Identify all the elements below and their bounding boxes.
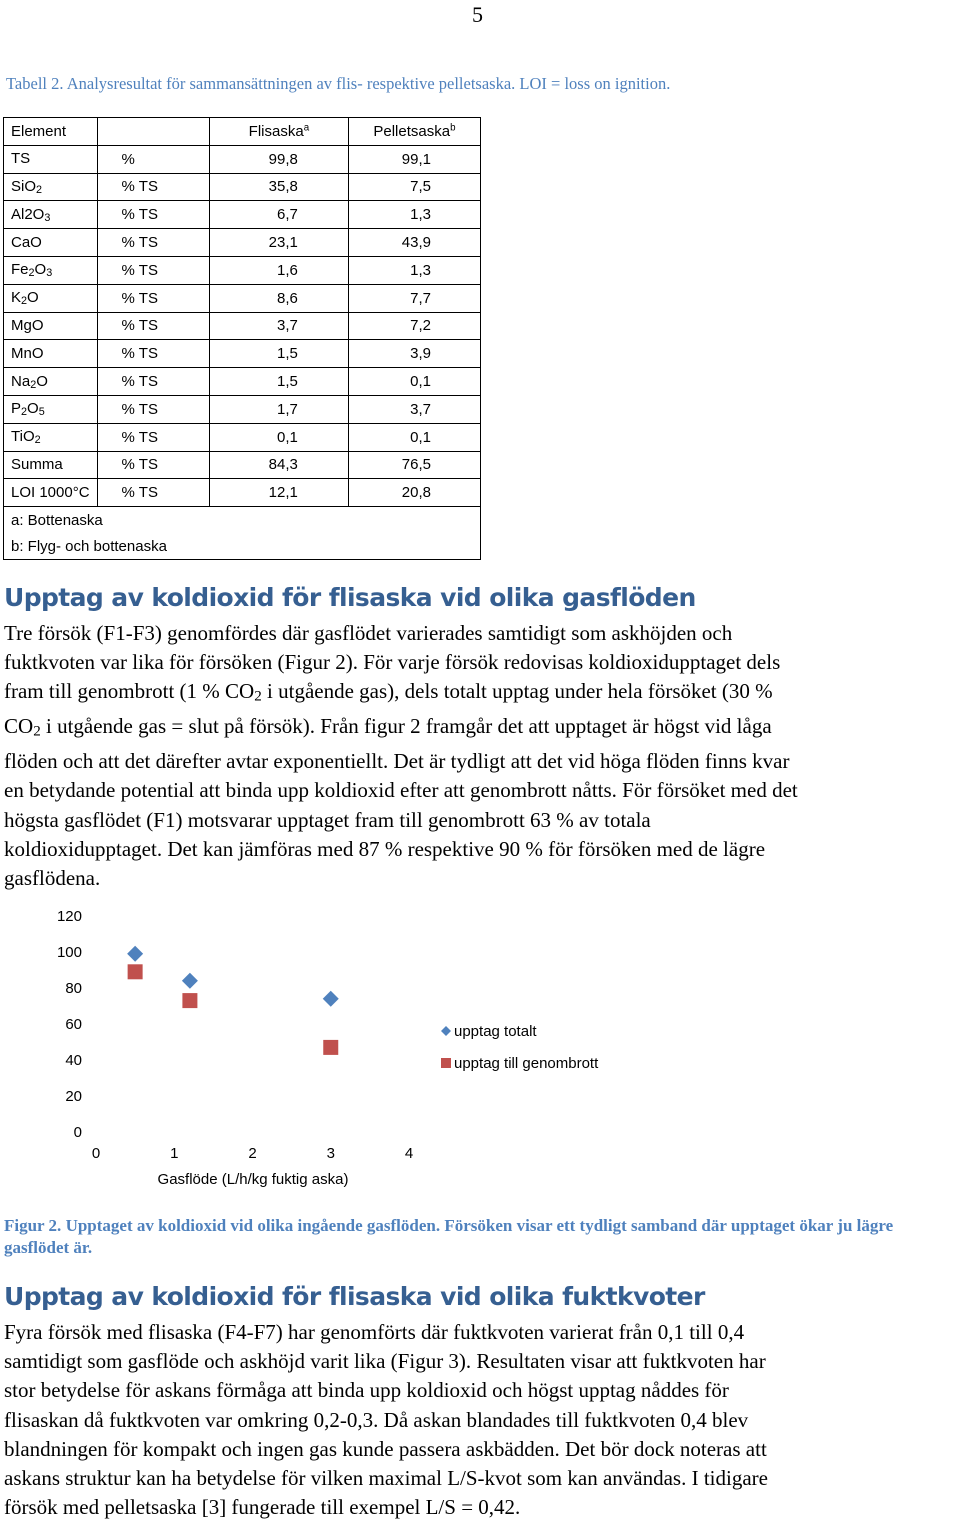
cell-unit: % [97, 145, 209, 173]
cell-unit: % TS [97, 173, 209, 201]
section-body-gasfloden [4, 619, 959, 893]
cell-element: $P_2O_5$ [4, 395, 98, 423]
text-line: fram till genombrott (1 % $CO_2$ i utgående gas), dels totalt upptag under hela försöket (30 % [4, 679, 773, 706]
x-tick-label: 2 [248, 1145, 257, 1162]
text-line: gasflödena. [4, 866, 101, 891]
cell-unit: % TS [97, 368, 209, 396]
cell-unit: % TS [97, 395, 209, 423]
section-heading-gasfloden: Upptag av koldioxid för flisaska vid olika gasflöden [4, 583, 696, 612]
text-line: fuktkvoten var lika för försöken (Figur 2). För varje försök redovisas koldioxidupptaget dels [4, 650, 781, 675]
data-point-total [323, 991, 339, 1007]
x-axis-label: Gasflöde (L/h/kg fuktig aska) [157, 1171, 349, 1188]
table-note-row [4, 533, 481, 560]
cell-pelletsaska: 99,1 [348, 145, 480, 173]
header-element: Element [4, 118, 98, 146]
x-tick-label: 4 [404, 1145, 414, 1162]
y-tick-label: 0 [73, 1124, 82, 1141]
cell-element: SiO$_2$ [4, 173, 98, 201]
legend-item [441, 1023, 537, 1040]
cell-element: Summa [4, 451, 98, 479]
text-line: samtidigt som gasflöde och askhöjd varit lika (Figur 3). Resultaten visar att fuktkvoten har [4, 1349, 766, 1374]
analysis-table [3, 117, 481, 560]
text-line: koldioxidupptaget. Det kan jämföras med 87 % respektive 90 % för försöken med de lägre [4, 836, 766, 861]
cell-flisaska: 84,3 [209, 451, 348, 479]
table-caption: Tabell 2. Analysresultat för sammansättningen av flis- respektive pelletsaska. LOI = loss on ignition. [6, 74, 671, 93]
text-line: Fyra försök med flisaska (F4-F7) har genomförts där fuktkvoten varierat från 0,1 till 0,4 [4, 1320, 745, 1344]
y-tick-label: 40 [65, 1052, 82, 1069]
cell-element: TS [4, 145, 98, 173]
cell-pelletsaska: 1,3 [348, 256, 480, 284]
x-tick-label: 3 [326, 1145, 335, 1162]
cell-element: $Al2O_3$ [4, 201, 98, 229]
text-line: askans struktur kan ha betydelse för vilken maximal L/S-kvot som kan användas. I tidigare [4, 1466, 768, 1491]
cell-flisaska: 1,6 [209, 256, 348, 284]
cell-flisaska: 1,7 [209, 395, 348, 423]
cell-unit: % TS [97, 451, 209, 479]
cell-element: LOI 1000°C [4, 479, 98, 507]
cell-unit: % TS [97, 201, 209, 229]
cell-flisaska: 35,8 [209, 173, 348, 201]
cell-pelletsaska: 7,7 [348, 284, 480, 312]
data-point-breakthrough [182, 993, 197, 1008]
cell-pelletsaska: 3,9 [348, 340, 480, 368]
legend-label: upptag totalt [454, 1023, 537, 1040]
table-row [4, 284, 481, 312]
header-pelletsaska: Pelletsaska$^b$ [348, 118, 480, 146]
cell-pelletsaska: 0,1 [348, 423, 480, 451]
cell-element: $Na_2O$ [4, 368, 98, 396]
cell-element: MnO [4, 340, 98, 368]
text-line: en betydande potential att binda upp koldioxid efter att genombrott nåtts. För försöket med det [4, 778, 798, 803]
cell-unit: % TS [97, 312, 209, 340]
cell-flisaska: 99,8 [209, 145, 348, 173]
cell-unit: % TS [97, 423, 209, 451]
text-line: $CO_2$ i utgående gas = slut på försök). Från figur 2 framgår det att upptaget är högst vid låga [4, 714, 772, 741]
table-row [4, 368, 481, 396]
legend-item [441, 1055, 599, 1072]
cell-flisaska: 0,1 [209, 423, 348, 451]
table-row [4, 395, 481, 423]
cell-pelletsaska: 1,3 [348, 201, 480, 229]
cell-pelletsaska: 20,8 [348, 479, 480, 507]
table-row [4, 229, 481, 257]
cell-pelletsaska: 43,9 [348, 229, 480, 257]
data-point-breakthrough [323, 1040, 338, 1055]
table-row [4, 312, 481, 340]
cell-pelletsaska: 0,1 [348, 368, 480, 396]
y-tick-label: 20 [65, 1088, 82, 1105]
text-line: högsta gasflödet (F1) motsvarar upptaget fram till genombrott 63 % av totala [4, 807, 651, 832]
figure-caption [4, 1215, 954, 1259]
legend-square-icon [441, 1058, 451, 1068]
cell-pelletsaska: 3,7 [348, 395, 480, 423]
cell-flisaska: 12,1 [209, 479, 348, 507]
cell-unit: % TS [97, 229, 209, 257]
uptake-scatter-chart [0, 900, 960, 1200]
table-row [4, 256, 481, 284]
table-row [4, 479, 481, 507]
text-line: försök med pelletsaska [3] fungerade till exempel L/S = 0,42. [4, 1495, 521, 1520]
y-tick-label: 100 [56, 944, 82, 961]
x-tick-label: 1 [170, 1145, 179, 1162]
cell-pelletsaska: 7,5 [348, 173, 480, 201]
cell-flisaska: 23,1 [209, 229, 348, 257]
cell-element: $K_2O$ [4, 284, 98, 312]
header-unit [97, 118, 209, 146]
cell-element: CaO [4, 229, 98, 257]
table-row [4, 451, 481, 479]
y-tick-label: 60 [65, 1016, 82, 1033]
cell-unit: % TS [97, 256, 209, 284]
table-row [4, 340, 481, 368]
cell-unit: % TS [97, 479, 209, 507]
table-row [4, 145, 481, 173]
text-line: flisaskan då fuktkvoten var omkring 0,2-0,3. Då askan blandades till fuktkvoten 0,4 blev [4, 1407, 749, 1432]
text-line: blandningen för kompakt och ingen gas kunde passera askbädden. Det bör dock noteras att [4, 1436, 767, 1461]
cell-pelletsaska: 76,5 [348, 451, 480, 479]
header-flisaska: Flisaska$^a$ [209, 118, 348, 146]
text-line: Tre försök (F1-F3) genomfördes där gasflödet varierades samtidigt som askhöjden och [4, 621, 733, 645]
data-point-total [127, 946, 143, 962]
cell-element: MgO [4, 312, 98, 340]
text-line: stor betydelse för askans förmåga att binda upp koldioxid och högst upptag nåddes för [4, 1378, 729, 1403]
figure-caption-text: Upptaget av koldioxid vid olika ingående gasflöden. Försöken visar ett tydligt samband där upptaget ökar ju lägre gasflödet är. [4, 1216, 894, 1257]
cell-unit: % TS [97, 284, 209, 312]
page-number: 5 [472, 2, 483, 27]
x-tick-label: 0 [91, 1145, 101, 1162]
cell-element: $Fe_2O_3$ [4, 256, 98, 284]
data-point-total [182, 973, 198, 989]
table-note: b: Flyg- och bottenaska [4, 533, 481, 560]
table-row [4, 201, 481, 229]
legend-label: upptag till genombrott [454, 1055, 599, 1072]
cell-flisaska: 1,5 [209, 368, 348, 396]
section-heading-fuktkvoter: Upptag av koldioxid för flisaska vid olika fuktkvoter [4, 1282, 705, 1311]
table-note: a: Bottenaska [4, 507, 481, 534]
y-tick-label: 80 [65, 980, 82, 997]
cell-flisaska: 3,7 [209, 312, 348, 340]
cell-flisaska: 6,7 [209, 201, 348, 229]
cell-flisaska: 1,5 [209, 340, 348, 368]
cell-element: TiO$_2$ [4, 423, 98, 451]
section-body-fuktkvoter [4, 1318, 959, 1522]
figure-label: Figur 2. [4, 1216, 62, 1235]
cell-unit: % TS [97, 340, 209, 368]
table-note-row [4, 507, 481, 534]
y-tick-label: 120 [56, 908, 82, 925]
cell-pelletsaska: 7,2 [348, 312, 480, 340]
table-row [4, 423, 481, 451]
cell-flisaska: 8,6 [209, 284, 348, 312]
table-row [4, 173, 481, 201]
data-point-breakthrough [128, 964, 143, 979]
table-header-row [4, 118, 481, 146]
text-line: flöden och att det därefter avtar exponentiellt. Det är tydligt att det vid höga flöden finns kvar [4, 749, 790, 774]
legend-diamond-icon [441, 1026, 451, 1036]
